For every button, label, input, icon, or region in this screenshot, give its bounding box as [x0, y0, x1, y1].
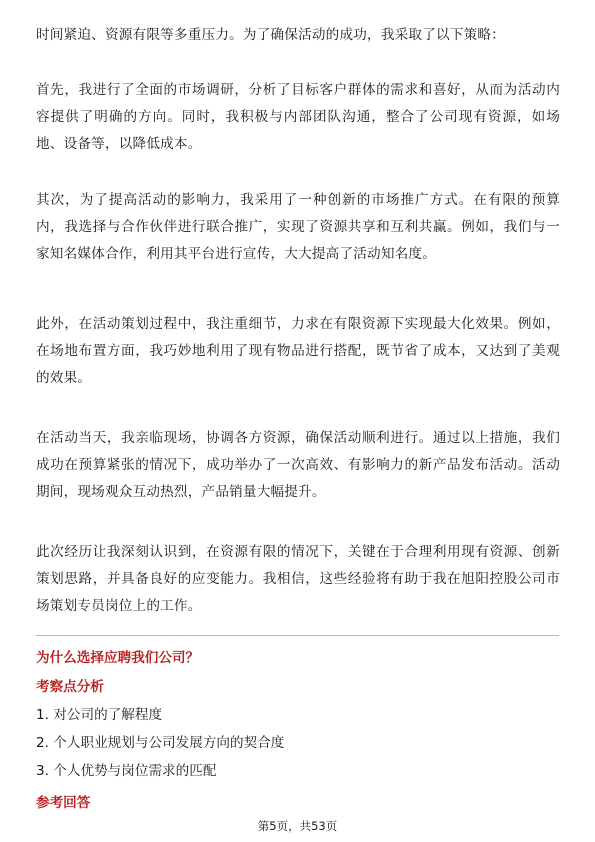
paragraph-third: 此外，在活动策划过程中，我注重细节，力求在有限资源下实现最大化效果。例如，在场地布置方面，我巧妙地利用了现有物品进行搭配，既节省了成本，又达到了美观的效果。 — [36, 316, 560, 386]
paragraph-second: 其次，为了提高活动的影响力，我采用了一种创新的市场推广方式。在有限的预算内，我选择与合作伙伴进行联合推广，实现了资源共享和互利共赢。例如，我们与一家知名媒体合作，利用其平台进行宣传，大大提高了活动知名度。 — [36, 192, 560, 262]
analysis-point-3: 3. 个人优势与岗位需求的匹配 — [36, 763, 217, 779]
analysis-point-2: 2. 个人职业规划与公司发展方向的契合度 — [36, 735, 285, 751]
paragraph-intro: 时间紧迫、资源有限等多重压力。为了确保活动的成功，我采取了以下策略： — [36, 27, 505, 43]
paragraph-first: 首先，我进行了全面的市场调研，分析了目标客户群体的需求和喜好，从而为活动内容提供了明确的方向。同时，我积极与内部团队沟通，整合了公司现有资源，如场地、设备等，以降低成本。 — [36, 82, 560, 152]
answer-heading: 参考回答 — [36, 795, 91, 811]
analysis-point-1: 1. 对公司的了解程度 — [36, 707, 163, 723]
paragraph-conclusion: 此次经历让我深刻认识到，在资源有限的情况下，关键在于合理利用现有资源、创新策划思路，并具备良好的应变能力。我相信，这些经验将有助于我在旭阳控股公司市场策划专员岗位上的工作。 — [36, 544, 560, 614]
paragraph-fourth: 在活动当天，我亲临现场，协调各方资源，确保活动顺利进行。通过以上措施，我们成功在预算紧张的情况下，成功举办了一次高效、有影响力的新产品发布活动。活动期间，现场观众互动热烈，产品销量大幅提升。 — [36, 430, 560, 500]
question-title: 为什么选择应聘我们公司？ — [36, 650, 200, 666]
analysis-heading: 考察点分析 — [36, 679, 104, 695]
section-divider — [36, 635, 559, 636]
page-footer: 第5页，共53页 — [257, 819, 338, 833]
